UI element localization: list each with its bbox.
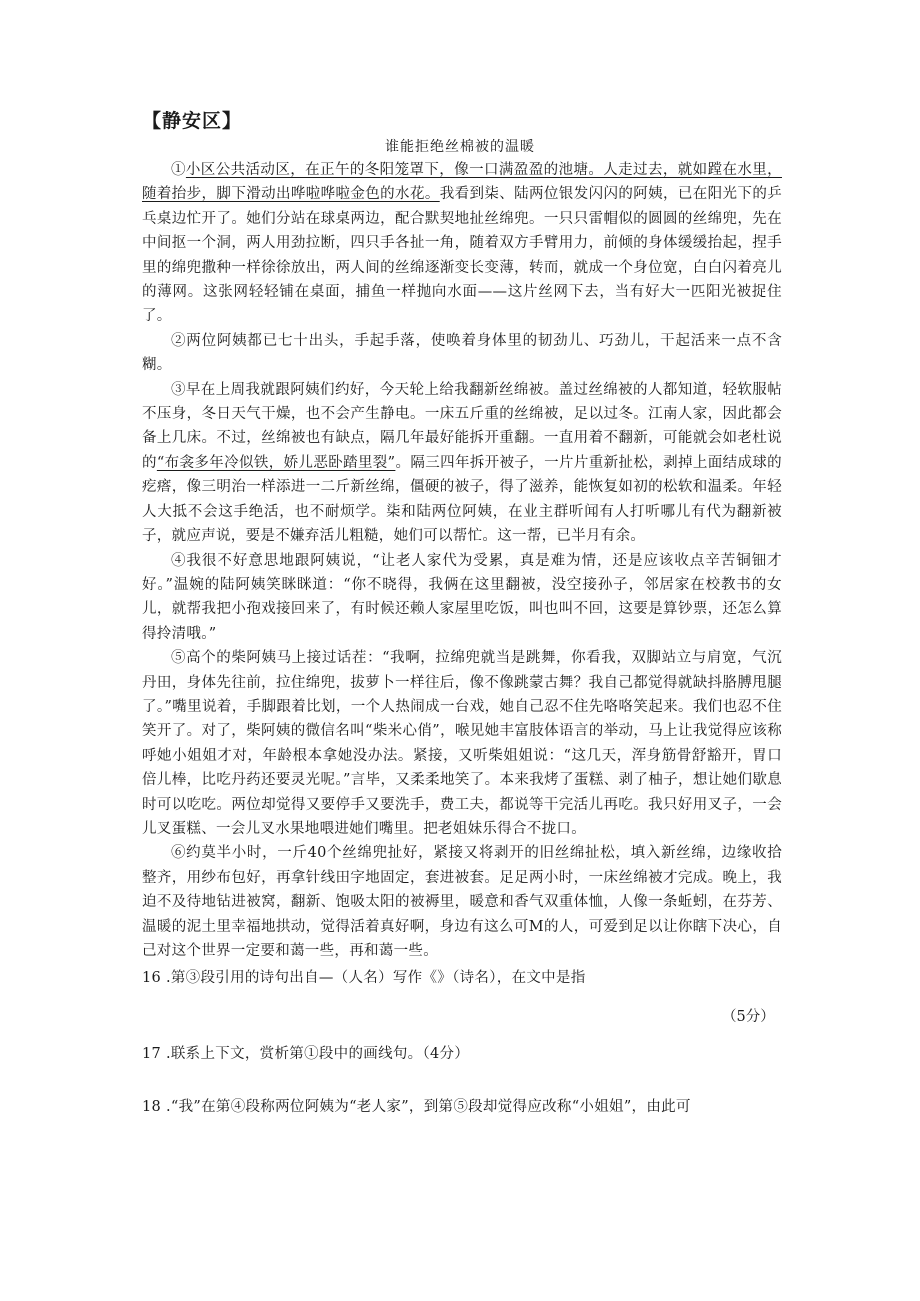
paragraph-5: ⑤高个的柴阿姨马上接过话茬：“我啊，拉绵兜就当是跳舞，你看我，双脚站立与肩宽，气沉丹田，身体先往前，拉住绵兜，拔萝卜一样往后，像不像跳蒙古舞？我自己都觉得就缺抖胳膊甩腿了。”嘴里说着，手脚跟着比划，一个人热闹成一台戏，她自己忍不住先咯咯笑起来。我们也忍不住笑开了。对了，柴阿姨的微信名叫“柴米心俏”，喉见她丰富肢体语言的举动，马上让我觉得应该称呼她小姐姐才对，年龄根本拿她没办法。紧接，又听柴姐姐说：“这几天，浑身筋骨舒豁开，胃口倍儿棒，比吃丹药还要灵光呢。”言毕，又柔柔地笑了。本来我烤了蛋糕、剥了柚子，想让她们歇息时可以吃吃。两位却觉得又要停手又要洗手，费工夫，都说等干完活儿再吃。我只好用叉子，一会儿叉蛋糕、一会儿叉水果地喂进她们嘴里。把老姐妹乐得合不拢口。 bbox=[142, 650, 782, 837]
paragraph-1 bbox=[142, 158, 782, 329]
article-body bbox=[142, 158, 782, 963]
underlined-poem-quote: “布衾多年冷似铁，娇儿恶卧踏里裂” bbox=[156, 454, 396, 471]
paragraph-1-number: ① bbox=[171, 162, 186, 178]
question-17: 17 .联系上下文，赏析第①段中的画线句。（4分） bbox=[142, 1046, 470, 1062]
article-title: 谁能拒绝丝棉被的温暖 bbox=[385, 139, 535, 155]
paragraph-3-before: ③早在上周我就跟阿姨们约好，今天轮上给我翻新丝绵被。盖过丝绵被的人都知道，轻软服帖不压身，冬日天气干燥，也不会产生静电。一床五斤重的丝绵被，足以过冬。江南人家，因此都会备上几床。不过，丝绵被也有缺点，隔几年最好能拆开重翻。一直用着不翻新，可能就会如老杜说的 bbox=[142, 381, 782, 471]
paragraph-2: ②两位阿姨都已七十出头，手起手落，使唤着身体里的韧劲儿、巧劲儿，干起活来一点不含糊。 bbox=[142, 332, 782, 374]
paragraph-6: ⑥约莫半小时，一斤40个丝绵兜扯好，紧接又将剥开的旧丝绵扯松，填入新丝绵，边缘收拾整齐，用纱布包好，再拿针线田字地固定，套进被套。足足两小时，一床丝绵被才完成。晚上，我迫不及待地钻进被窝，翻新、饱吸太阳的被褥里，暖意和香气双重体恤，人像一条蚯蚓，在芬芳、温暖的泥土里幸福地拱动，觉得活着真好啊，身边有这么可M的人，可爱到足以让你瞎下决心，自己对这个世界一定要和蔼一些，再和蔼一些。 bbox=[142, 845, 782, 959]
district-heading: 【静安区】 bbox=[142, 110, 243, 132]
underlined-sentence: 小区公共活动区，在正午的冬阳笼罩下，像一口满盈盈的池塘。人走过去，就如蹚在水里，随着抬步，脚下滑动出哗啦哗啦金色的水花。 bbox=[142, 162, 782, 203]
question-16: 16 .第③段引用的诗句出自—（人名）写作《》（诗名），在文中是指 bbox=[142, 970, 586, 986]
paragraph-1-rest: 我看到柒、陆两位银发闪闪的阿姨，已在阳光下的乒乓桌边忙开了。她们分站在球桌两边，配合默契地扯丝绵兜。一只只雷帽似的圆圆的丝绵兜，先在中间抠一个洞，两人用劲拉断，四只手各扯一角，随着双方手臂用力，前倾的身体缓缓抬起，捏手里的绵兜撒种一样徐徐放出，两人间的丝绵逐渐变长变薄，转而，就成一个身位宽，白白闪着亮儿的薄网。这张网轻轻铺在桌面，捕鱼一样抛向水面——这片丝网下去，当有好大一匹阳光被捉住了。 bbox=[142, 186, 782, 325]
paragraph-4: ④我很不好意思地跟阿姨说，“让老人家代为受累，真是难为情，还是应该收点辛苦铜钿才好。”温婉的陆阿姨笑眯眯道：“你不晓得，我俩在这里翻被，没空接孙子，邻居家在校教书的女儿，就帮我把小孢戏接回来了，有时候还赖人家屋里吃饭，叫也叫不回，这要是算钞票，还怎么算得拎清哦。” bbox=[142, 552, 782, 642]
paragraph-3 bbox=[142, 378, 782, 549]
paragraph-3-after: 。隔三四年拆开被子，一片片重新扯松，剥掉上面结成球的疙瘩，像三明治一样添进一二斤新丝绵，僵硬的被子，得了滋养，能恢复如初的松软和温柔。年轻人大抵不会这手绝活，也不耐烦学。柒和陆两位阿姨，在业主群听闻有人打听哪儿有代为翻新被子，就应声说，要是不嫌弃活儿粗糙，她们可以帮忙。这一帮，已半月有余。 bbox=[142, 454, 782, 545]
question-16-score: （5分） bbox=[722, 1009, 775, 1025]
question-18: 18 .“我”在第④段称两位阿姨为“老人家”，到第⑤段却觉得应改称“小姐姐”，由此可 bbox=[142, 1099, 691, 1115]
